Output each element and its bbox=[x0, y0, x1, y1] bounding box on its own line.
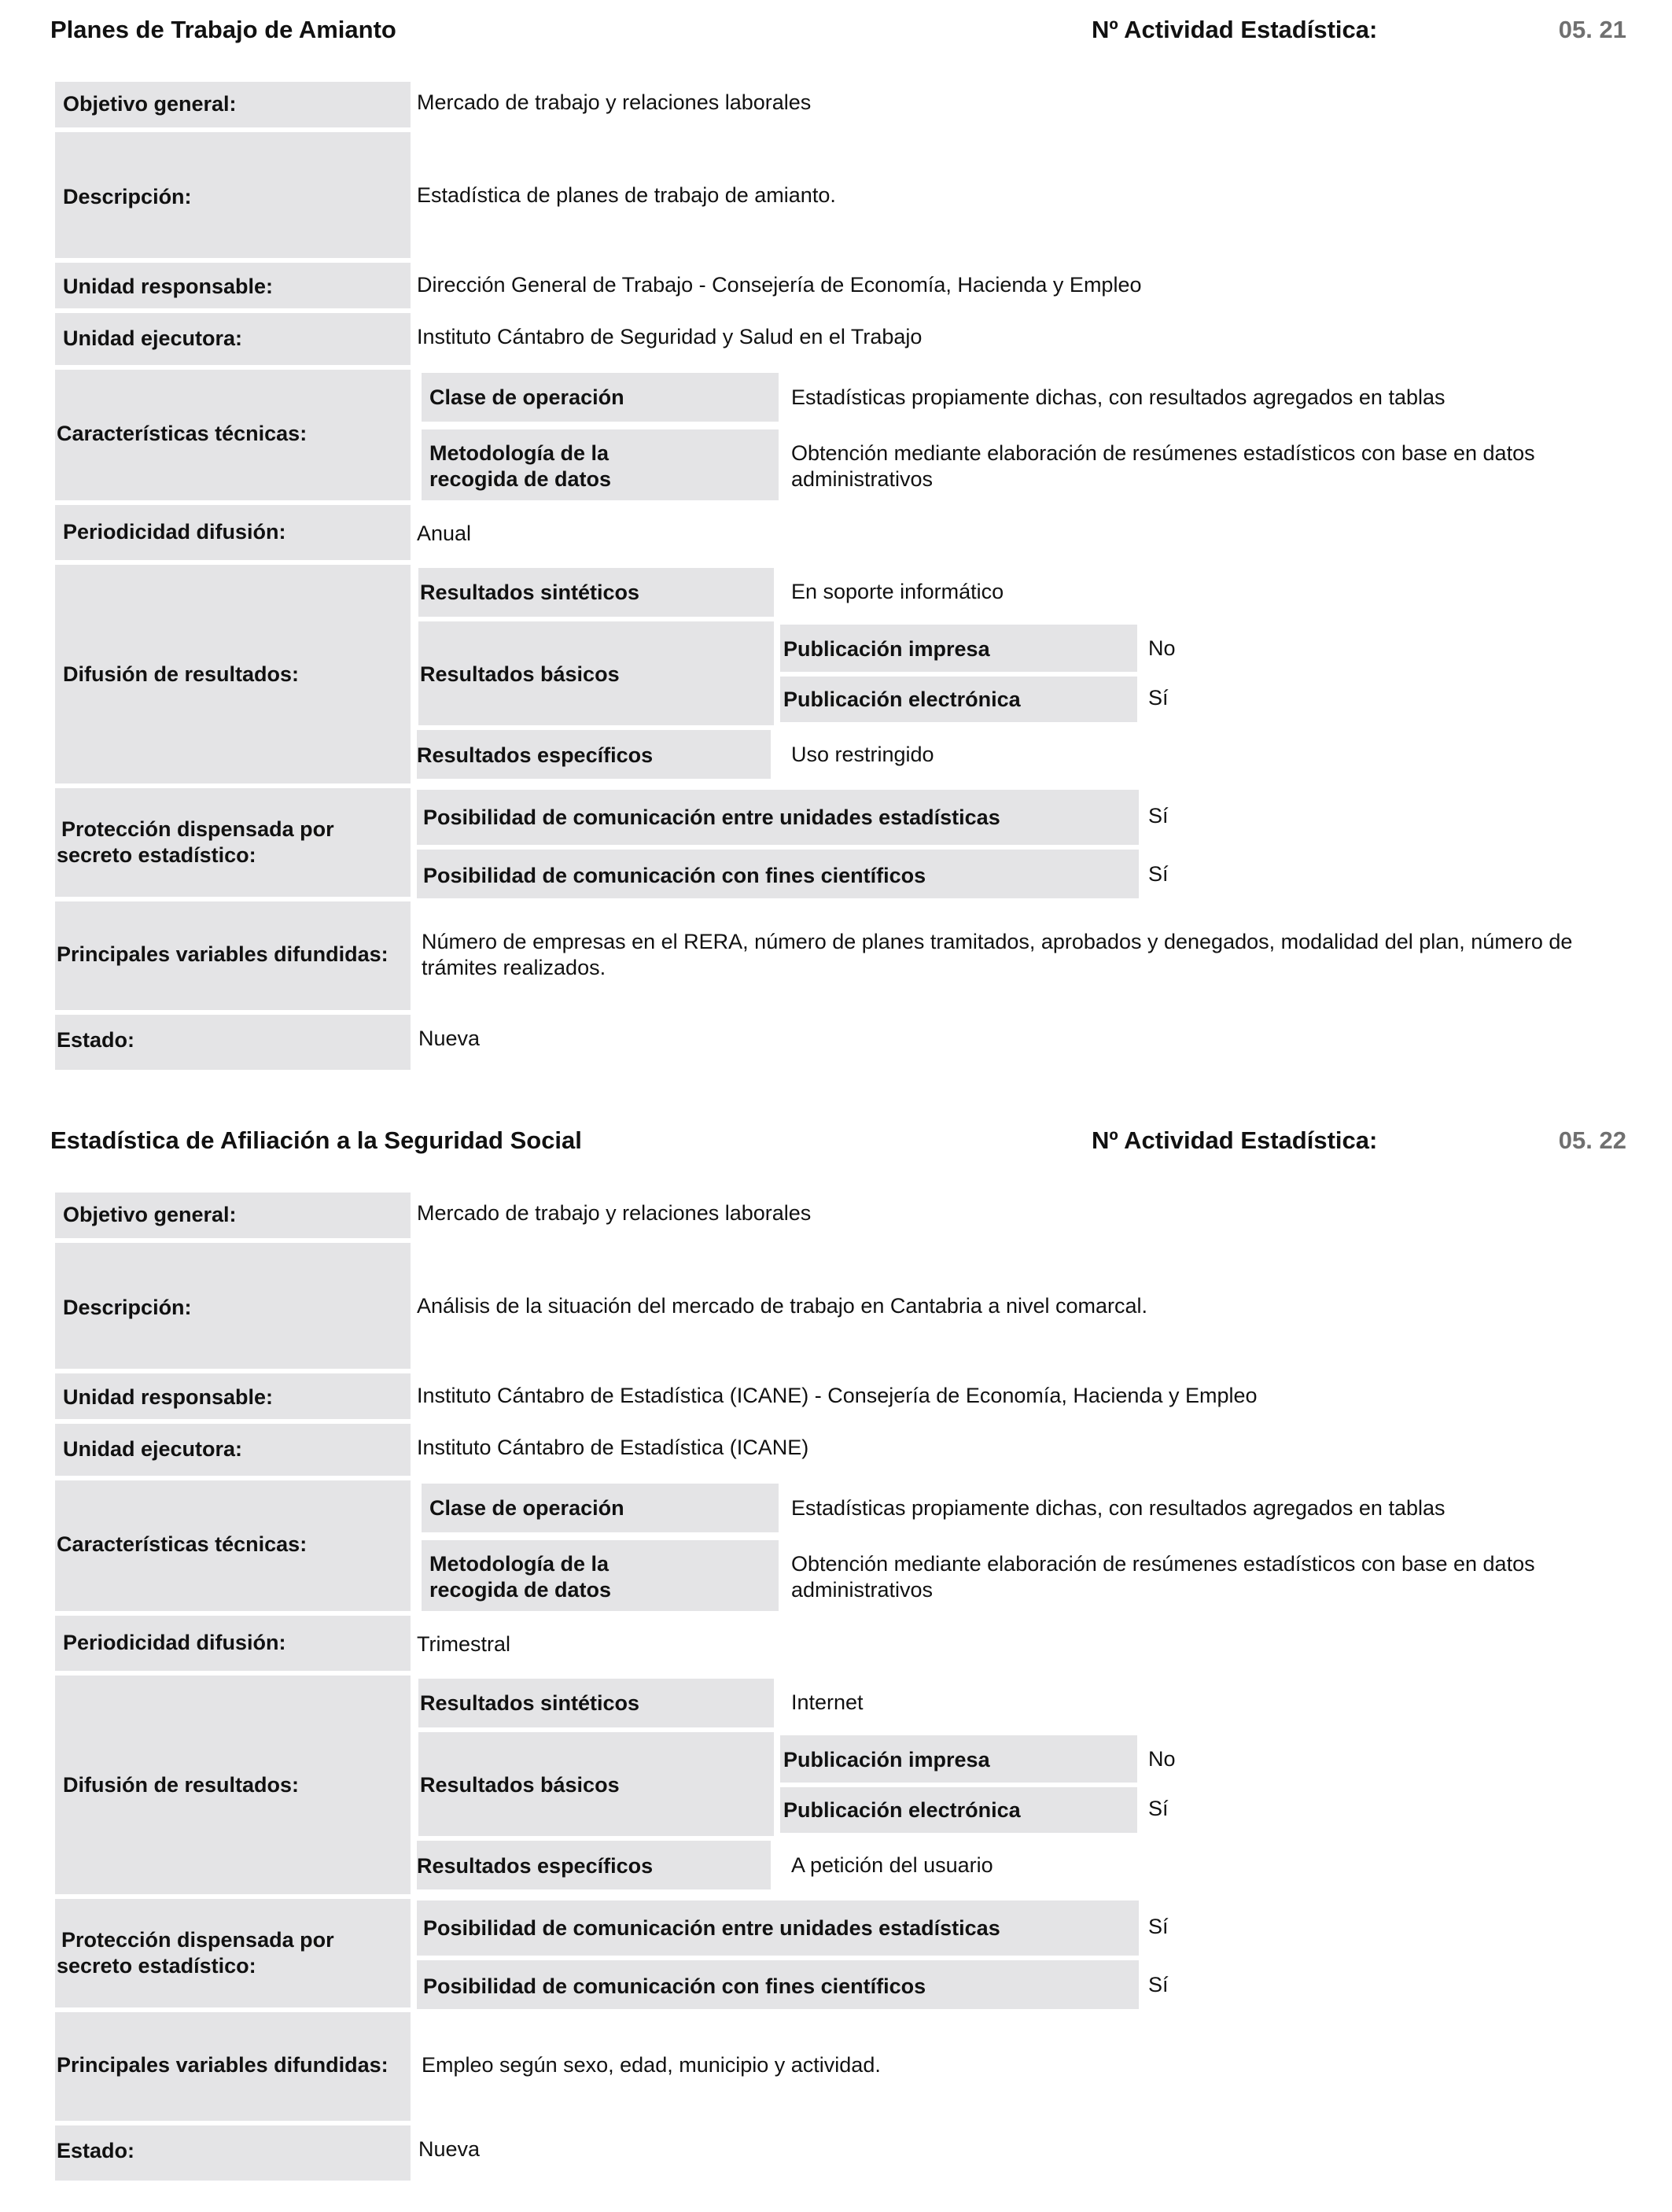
activity-number: 05. 21 bbox=[1558, 16, 1626, 43]
clase-operacion-label: Clase de operación bbox=[429, 1496, 624, 1520]
variables-value: Empleo según sexo, edad, municipio y actividad. bbox=[422, 2053, 881, 2077]
caracteristicas-label: Características técnicas: bbox=[57, 422, 308, 445]
difusion-label: Difusión de resultados: bbox=[63, 662, 300, 686]
clase-operacion-value: Estadísticas propiamente dichas, con resultados agregados en tablas bbox=[791, 1496, 1446, 1520]
metodologia-value: Obtención mediante elaboración de resúmenes estadísticos con base en datos administrativos bbox=[791, 441, 1535, 491]
activity-number: 05. 22 bbox=[1558, 1126, 1626, 1154]
descripcion-value: Análisis de la situación del mercado de trabajo en Cantabria a nivel comarcal. bbox=[417, 1294, 1148, 1318]
unidad-ejecutora-label: Unidad ejecutora: bbox=[63, 326, 243, 350]
estado-value: Nueva bbox=[418, 2137, 481, 2161]
caracteristicas-label: Características técnicas: bbox=[57, 1532, 308, 1556]
variables-label: Principales variables difundidas: bbox=[57, 2053, 389, 2077]
sinteticos-label: Resultados sintéticos bbox=[420, 1691, 640, 1715]
com-unidades-label: Posibilidad de comunicación entre unidades estadísticas bbox=[423, 1916, 1000, 1940]
activity-card bbox=[0, 0, 1672, 1101]
com-cientificos-label: Posibilidad de comunicación con fines científicos bbox=[423, 864, 926, 887]
activity-number-label: Nº Actividad Estadística: bbox=[1092, 1126, 1378, 1154]
clase-operacion-value: Estadísticas propiamente dichas, con resultados agregados en tablas bbox=[791, 385, 1446, 409]
sinteticos-value: En soporte informático bbox=[791, 580, 1004, 603]
publicacion-electronica-value: Sí bbox=[1148, 1797, 1169, 1820]
descripcion-label: Descripción: bbox=[63, 1296, 192, 1319]
metodologia-label: Metodología de la recogida de datos bbox=[429, 1552, 612, 1602]
sinteticos-value: Internet bbox=[791, 1690, 864, 1714]
com-cientificos-label: Posibilidad de comunicación con fines científicos bbox=[423, 1974, 926, 1998]
especificos-label: Resultados específicos bbox=[417, 1854, 654, 1878]
sinteticos-label: Resultados sintéticos bbox=[420, 581, 640, 604]
estado-label: Estado: bbox=[57, 2139, 135, 2162]
especificos-label: Resultados específicos bbox=[417, 743, 654, 767]
objetivo-value: Mercado de trabajo y relaciones laborales bbox=[417, 90, 812, 114]
publicacion-electronica-label: Publicación electrónica bbox=[783, 688, 1021, 711]
objetivo-label: Objetivo general: bbox=[63, 1203, 237, 1226]
activity-title: Estadística de Afiliación a la Seguridad Social bbox=[50, 1126, 582, 1154]
estado-value: Nueva bbox=[418, 1027, 481, 1050]
periodicidad-value: Trimestral bbox=[417, 1632, 510, 1656]
descripcion-value: Estadística de planes de trabajo de amianto. bbox=[417, 183, 836, 207]
especificos-value: Uso restringido bbox=[791, 743, 934, 766]
basicos-label: Resultados básicos bbox=[420, 662, 620, 686]
com-unidades-value: Sí bbox=[1148, 804, 1169, 828]
periodicidad-value: Anual bbox=[417, 522, 472, 545]
unidad-responsable-value: Instituto Cántabro de Estadística (ICANE) - Consejería de Economía, Hacienda y Empleo bbox=[417, 1384, 1258, 1407]
publicacion-impresa-label: Publicación impresa bbox=[783, 637, 990, 661]
objetivo-label: Objetivo general: bbox=[63, 92, 237, 116]
clase-operacion-label: Clase de operación bbox=[429, 385, 624, 409]
publicacion-electronica-label: Publicación electrónica bbox=[783, 1798, 1021, 1822]
metodologia-value: Obtención mediante elaboración de resúmenes estadísticos con base en datos administrativos bbox=[791, 1552, 1535, 1602]
estado-label: Estado: bbox=[57, 1028, 135, 1052]
unidad-responsable-label: Unidad responsable: bbox=[63, 1385, 274, 1409]
difusion-label: Difusión de resultados: bbox=[63, 1773, 300, 1797]
com-unidades-value: Sí bbox=[1148, 1915, 1169, 1938]
com-cientificos-value: Sí bbox=[1148, 1973, 1169, 1996]
especificos-value: A petición del usuario bbox=[791, 1853, 993, 1877]
publicacion-impresa-label: Publicación impresa bbox=[783, 1748, 990, 1771]
periodicidad-label: Periodicidad difusión: bbox=[63, 520, 286, 544]
objetivo-value: Mercado de trabajo y relaciones laborales bbox=[417, 1201, 812, 1225]
variables-label: Principales variables difundidas: bbox=[57, 942, 389, 966]
proteccion-label: Protección dispensada por secreto estadístico: bbox=[57, 817, 334, 867]
publicacion-impresa-value: No bbox=[1148, 636, 1176, 660]
proteccion-label: Protección dispensada por secreto estadístico: bbox=[57, 1928, 334, 1978]
metodologia-label: Metodología de la recogida de datos bbox=[429, 441, 612, 491]
periodicidad-label: Periodicidad difusión: bbox=[63, 1631, 286, 1654]
variables-value: Número de empresas en el RERA, número de planes tramitados, aprobados y denegados, modalidad del plan, número de trámites realizados. bbox=[422, 930, 1573, 979]
unidad-ejecutora-value: Instituto Cántabro de Estadística (ICANE) bbox=[417, 1436, 809, 1459]
publicacion-electronica-value: Sí bbox=[1148, 686, 1169, 710]
activity-title: Planes de Trabajo de Amianto bbox=[50, 16, 396, 43]
unidad-ejecutora-label: Unidad ejecutora: bbox=[63, 1437, 243, 1461]
com-unidades-label: Posibilidad de comunicación entre unidades estadísticas bbox=[423, 806, 1000, 829]
unidad-ejecutora-value: Instituto Cántabro de Seguridad y Salud en el Trabajo bbox=[417, 325, 923, 348]
activity-number-label: Nº Actividad Estadística: bbox=[1092, 16, 1378, 43]
basicos-label: Resultados básicos bbox=[420, 1773, 620, 1797]
unidad-responsable-value: Dirección General de Trabajo - Consejería de Economía, Hacienda y Empleo bbox=[417, 273, 1142, 297]
activity-card bbox=[0, 1111, 1672, 2212]
descripcion-label: Descripción: bbox=[63, 185, 192, 208]
com-cientificos-value: Sí bbox=[1148, 862, 1169, 886]
unidad-responsable-label: Unidad responsable: bbox=[63, 275, 274, 298]
publicacion-impresa-value: No bbox=[1148, 1747, 1176, 1771]
